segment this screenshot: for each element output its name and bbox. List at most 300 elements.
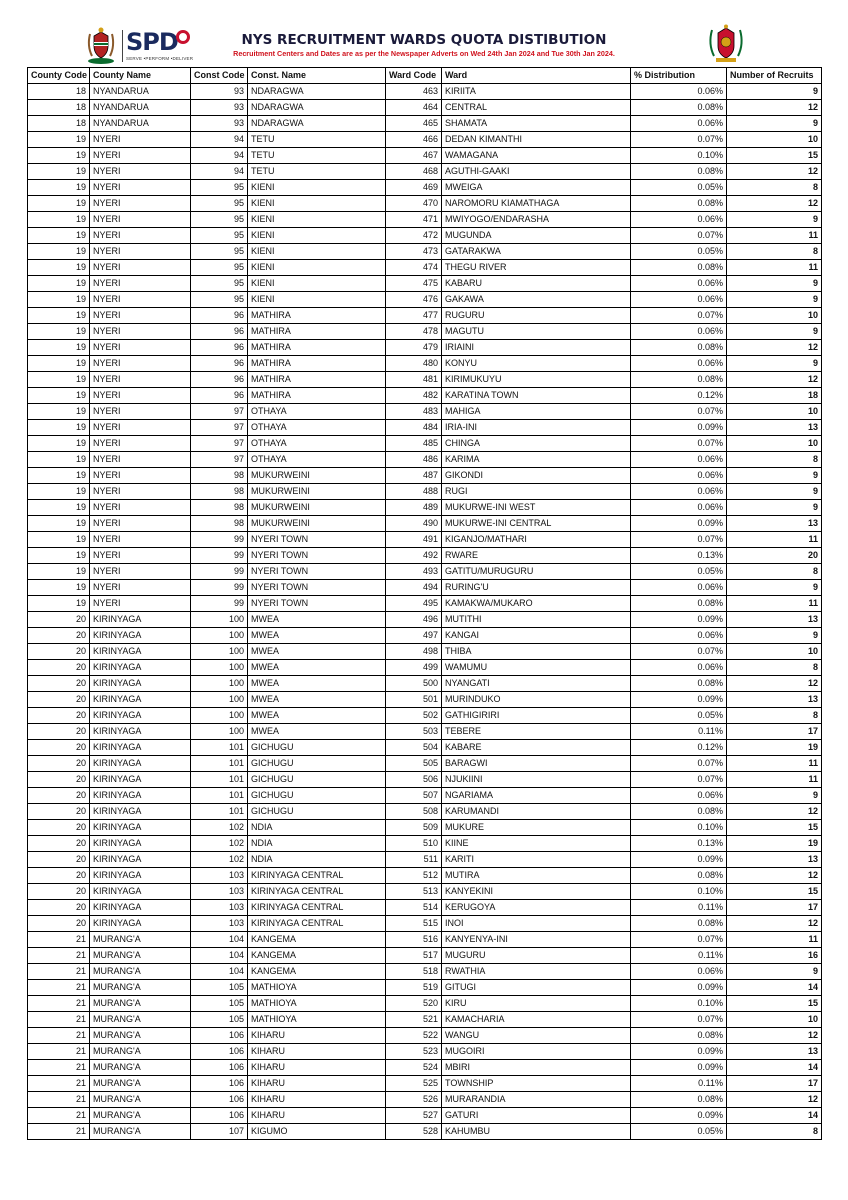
- table-row: [28, 692, 822, 708]
- cell-const-code: 95: [191, 228, 248, 244]
- cell-const-code: 100: [191, 644, 248, 660]
- cell-const-name: TETU: [248, 148, 386, 164]
- cell-number-of-recruits: 13: [727, 420, 822, 436]
- cell-percent-distribution: 0.10%: [631, 820, 727, 836]
- cell-percent-distribution: 0.08%: [631, 260, 727, 276]
- cell-number-of-recruits: 9: [727, 468, 822, 484]
- cell-ward-code: 471: [386, 212, 442, 228]
- cell-const-name: MWEA: [248, 612, 386, 628]
- table-row: [28, 628, 822, 644]
- cell-ward-name: KARIMA: [442, 452, 631, 468]
- cell-county-name: KIRINYAGA: [90, 820, 191, 836]
- cell-const-name: GICHUGU: [248, 804, 386, 820]
- cell-county-name: KIRINYAGA: [90, 644, 191, 660]
- cell-const-name: MUKURWEINI: [248, 500, 386, 516]
- cell-percent-distribution: 0.09%: [631, 1108, 727, 1124]
- cell-percent-distribution: 0.06%: [631, 628, 727, 644]
- table-row: [28, 1028, 822, 1044]
- cell-const-code: 99: [191, 548, 248, 564]
- cell-percent-distribution: 0.09%: [631, 1060, 727, 1076]
- cell-county-code: 19: [28, 548, 90, 564]
- table-row: [28, 596, 822, 612]
- cell-number-of-recruits: 19: [727, 836, 822, 852]
- cell-county-code: 20: [28, 772, 90, 788]
- table-row: [28, 404, 822, 420]
- cell-number-of-recruits: 9: [727, 84, 822, 100]
- cell-percent-distribution: 0.06%: [631, 356, 727, 372]
- cell-const-name: OTHAYA: [248, 404, 386, 420]
- cell-const-code: 95: [191, 292, 248, 308]
- cell-county-code: 19: [28, 356, 90, 372]
- cell-const-name: MUKURWEINI: [248, 468, 386, 484]
- table-row: [28, 980, 822, 996]
- cell-county-name: MURANG'A: [90, 1060, 191, 1076]
- cell-const-name: KIHARU: [248, 1092, 386, 1108]
- table-row: [28, 820, 822, 836]
- cell-county-name: NYERI: [90, 516, 191, 532]
- cell-county-name: NYERI: [90, 500, 191, 516]
- cell-county-name: KIRINYAGA: [90, 868, 191, 884]
- cell-ward-code: 474: [386, 260, 442, 276]
- cell-const-name: OTHAYA: [248, 452, 386, 468]
- cell-ward-name: WAMUMU: [442, 660, 631, 676]
- cell-ward-code: 481: [386, 372, 442, 388]
- cell-const-code: 98: [191, 516, 248, 532]
- cell-ward-code: 467: [386, 148, 442, 164]
- cell-county-code: 20: [28, 756, 90, 772]
- table-row: [28, 324, 822, 340]
- table-row: [28, 532, 822, 548]
- cell-ward-code: 501: [386, 692, 442, 708]
- cell-ward-code: 464: [386, 100, 442, 116]
- cell-const-name: NYERI TOWN: [248, 580, 386, 596]
- cell-county-code: 21: [28, 1076, 90, 1092]
- cell-ward-code: 506: [386, 772, 442, 788]
- cell-county-code: 19: [28, 260, 90, 276]
- cell-ward-code: 520: [386, 996, 442, 1012]
- table-row: [28, 548, 822, 564]
- cell-const-code: 103: [191, 900, 248, 916]
- cell-percent-distribution: 0.13%: [631, 836, 727, 852]
- cell-ward-name: RUGI: [442, 484, 631, 500]
- table-row: [28, 916, 822, 932]
- cell-ward-name: TEBERE: [442, 724, 631, 740]
- cell-percent-distribution: 0.06%: [631, 84, 727, 100]
- table-row: [28, 164, 822, 180]
- cell-county-code: 20: [28, 660, 90, 676]
- cell-const-code: 106: [191, 1108, 248, 1124]
- cell-const-name: GICHUGU: [248, 772, 386, 788]
- cell-const-code: 106: [191, 1028, 248, 1044]
- cell-const-code: 104: [191, 964, 248, 980]
- cell-county-code: 20: [28, 788, 90, 804]
- cell-county-code: 19: [28, 580, 90, 596]
- cell-const-code: 106: [191, 1044, 248, 1060]
- table-row: [28, 964, 822, 980]
- table-row: [28, 612, 822, 628]
- cell-number-of-recruits: 17: [727, 724, 822, 740]
- cell-ward-code: 484: [386, 420, 442, 436]
- cell-const-code: 100: [191, 708, 248, 724]
- cell-county-code: 19: [28, 468, 90, 484]
- table-row: [28, 740, 822, 756]
- cell-ward-code: 490: [386, 516, 442, 532]
- cell-number-of-recruits: 11: [727, 228, 822, 244]
- cell-number-of-recruits: 15: [727, 996, 822, 1012]
- cell-county-name: MURANG'A: [90, 1092, 191, 1108]
- cell-const-code: 105: [191, 996, 248, 1012]
- cell-ward-code: 528: [386, 1124, 442, 1140]
- table-row: [28, 836, 822, 852]
- cell-const-code: 96: [191, 340, 248, 356]
- cell-county-name: MURANG'A: [90, 1108, 191, 1124]
- cell-percent-distribution: 0.07%: [631, 132, 727, 148]
- cell-ward-code: 527: [386, 1108, 442, 1124]
- table-row: [28, 1092, 822, 1108]
- table-row: [28, 180, 822, 196]
- cell-const-name: MWEA: [248, 660, 386, 676]
- cell-ward-name: MUKURWE-INI CENTRAL: [442, 516, 631, 532]
- cell-const-name: MATHIOYA: [248, 980, 386, 996]
- cell-county-code: 21: [28, 1060, 90, 1076]
- cell-number-of-recruits: 9: [727, 324, 822, 340]
- cell-county-name: NYANDARUA: [90, 116, 191, 132]
- cell-percent-distribution: 0.07%: [631, 228, 727, 244]
- cell-ward-name: KARITI: [442, 852, 631, 868]
- cell-percent-distribution: 0.12%: [631, 740, 727, 756]
- cell-percent-distribution: 0.09%: [631, 612, 727, 628]
- cell-number-of-recruits: 12: [727, 1092, 822, 1108]
- cell-ward-code: 472: [386, 228, 442, 244]
- cell-const-code: 94: [191, 164, 248, 180]
- cell-percent-distribution: 0.11%: [631, 724, 727, 740]
- cell-ward-name: KIRIITA: [442, 84, 631, 100]
- cell-const-code: 93: [191, 116, 248, 132]
- cell-const-name: GICHUGU: [248, 788, 386, 804]
- cell-const-code: 107: [191, 1124, 248, 1140]
- cell-ward-name: NAROMORU KIAMATHAGA: [442, 196, 631, 212]
- cell-number-of-recruits: 9: [727, 580, 822, 596]
- cell-percent-distribution: 0.06%: [631, 580, 727, 596]
- cell-const-code: 105: [191, 1012, 248, 1028]
- cell-county-code: 21: [28, 996, 90, 1012]
- cell-ward-name: NYANGATI: [442, 676, 631, 692]
- cell-const-code: 100: [191, 660, 248, 676]
- cell-const-name: MATHIRA: [248, 308, 386, 324]
- cell-const-code: 93: [191, 84, 248, 100]
- cell-percent-distribution: 0.12%: [631, 388, 727, 404]
- cell-number-of-recruits: 11: [727, 932, 822, 948]
- cell-number-of-recruits: 8: [727, 564, 822, 580]
- cell-const-name: MWEA: [248, 628, 386, 644]
- table-row: [28, 148, 822, 164]
- cell-ward-code: 500: [386, 676, 442, 692]
- cell-ward-code: 505: [386, 756, 442, 772]
- cell-ward-name: KAMACHARIA: [442, 1012, 631, 1028]
- cell-ward-name: MUKURWE-INI WEST: [442, 500, 631, 516]
- cell-ward-name: GATHIGIRIRI: [442, 708, 631, 724]
- cell-county-name: NYANDARUA: [90, 84, 191, 100]
- cell-county-name: NYERI: [90, 132, 191, 148]
- cell-percent-distribution: 0.10%: [631, 148, 727, 164]
- cell-ward-code: 519: [386, 980, 442, 996]
- cell-ward-code: 518: [386, 964, 442, 980]
- cell-county-name: MURANG'A: [90, 1124, 191, 1140]
- cell-ward-code: 489: [386, 500, 442, 516]
- cell-const-code: 95: [191, 260, 248, 276]
- cell-const-name: NYERI TOWN: [248, 564, 386, 580]
- table-row: [28, 420, 822, 436]
- cell-ward-name: KAHUMBU: [442, 1124, 631, 1140]
- cell-ward-code: 496: [386, 612, 442, 628]
- cell-number-of-recruits: 12: [727, 676, 822, 692]
- cell-ward-code: 499: [386, 660, 442, 676]
- cell-percent-distribution: 0.08%: [631, 804, 727, 820]
- cell-const-code: 98: [191, 484, 248, 500]
- cell-county-code: 19: [28, 308, 90, 324]
- cell-const-name: KIRINYAGA CENTRAL: [248, 900, 386, 916]
- cell-number-of-recruits: 12: [727, 372, 822, 388]
- table-row: [28, 500, 822, 516]
- cell-county-name: NYERI: [90, 596, 191, 612]
- column-header-ward-name: Ward: [442, 68, 631, 84]
- cell-ward-code: 524: [386, 1060, 442, 1076]
- cell-county-code: 21: [28, 1012, 90, 1028]
- cell-const-name: OTHAYA: [248, 420, 386, 436]
- cell-number-of-recruits: 16: [727, 948, 822, 964]
- cell-const-code: 96: [191, 324, 248, 340]
- cell-county-name: KIRINYAGA: [90, 804, 191, 820]
- cell-const-name: MATHIOYA: [248, 996, 386, 1012]
- cell-county-name: NYERI: [90, 196, 191, 212]
- cell-county-code: 20: [28, 676, 90, 692]
- table-row: [28, 484, 822, 500]
- cell-const-code: 97: [191, 436, 248, 452]
- cell-county-code: 20: [28, 836, 90, 852]
- table-row: [28, 884, 822, 900]
- cell-percent-distribution: 0.10%: [631, 996, 727, 1012]
- table-row: [28, 996, 822, 1012]
- cell-ward-code: 477: [386, 308, 442, 324]
- cell-ward-name: MAHIGA: [442, 404, 631, 420]
- table-row: [28, 932, 822, 948]
- cell-percent-distribution: 0.07%: [631, 436, 727, 452]
- cell-county-name: KIRINYAGA: [90, 692, 191, 708]
- cell-ward-code: 482: [386, 388, 442, 404]
- cell-county-code: 21: [28, 1044, 90, 1060]
- cell-const-name: NDIA: [248, 820, 386, 836]
- cell-const-name: KANGEMA: [248, 948, 386, 964]
- cell-const-code: 99: [191, 580, 248, 596]
- cell-county-name: MURANG'A: [90, 964, 191, 980]
- cell-county-name: KIRINYAGA: [90, 676, 191, 692]
- cell-county-name: KIRINYAGA: [90, 708, 191, 724]
- cell-ward-code: 521: [386, 1012, 442, 1028]
- table-row: [28, 644, 822, 660]
- cell-const-code: 98: [191, 500, 248, 516]
- cell-ward-code: 491: [386, 532, 442, 548]
- cell-number-of-recruits: 9: [727, 484, 822, 500]
- table-row: [28, 388, 822, 404]
- table-row: [28, 724, 822, 740]
- cell-number-of-recruits: 19: [727, 740, 822, 756]
- cell-county-name: KIRINYAGA: [90, 916, 191, 932]
- table-row: [28, 564, 822, 580]
- cell-percent-distribution: 0.06%: [631, 116, 727, 132]
- cell-county-name: KIRINYAGA: [90, 660, 191, 676]
- cell-ward-code: 469: [386, 180, 442, 196]
- table-row: [28, 580, 822, 596]
- cell-const-name: KIENI: [248, 180, 386, 196]
- cell-ward-code: 465: [386, 116, 442, 132]
- cell-percent-distribution: 0.07%: [631, 932, 727, 948]
- cell-number-of-recruits: 8: [727, 1124, 822, 1140]
- cell-const-name: KIGUMO: [248, 1124, 386, 1140]
- cell-county-code: 20: [28, 900, 90, 916]
- table-row: [28, 244, 822, 260]
- cell-county-code: 19: [28, 196, 90, 212]
- cell-percent-distribution: 0.08%: [631, 596, 727, 612]
- cell-county-code: 19: [28, 324, 90, 340]
- cell-county-code: 19: [28, 420, 90, 436]
- cell-percent-distribution: 0.07%: [631, 644, 727, 660]
- table-row: [28, 116, 822, 132]
- cell-county-name: NYERI: [90, 468, 191, 484]
- cell-const-name: KIENI: [248, 276, 386, 292]
- cell-const-code: 101: [191, 756, 248, 772]
- cell-const-name: KIRINYAGA CENTRAL: [248, 884, 386, 900]
- cell-const-code: 101: [191, 804, 248, 820]
- cell-const-code: 106: [191, 1060, 248, 1076]
- cell-percent-distribution: 0.08%: [631, 100, 727, 116]
- cell-number-of-recruits: 14: [727, 1108, 822, 1124]
- cell-percent-distribution: 0.11%: [631, 948, 727, 964]
- cell-county-code: 21: [28, 1108, 90, 1124]
- cell-county-code: 19: [28, 500, 90, 516]
- table-row: [28, 1108, 822, 1124]
- cell-ward-name: KANGAI: [442, 628, 631, 644]
- cell-ward-code: 480: [386, 356, 442, 372]
- cell-ward-name: RUGURU: [442, 308, 631, 324]
- cell-const-code: 95: [191, 276, 248, 292]
- cell-percent-distribution: 0.06%: [631, 468, 727, 484]
- table-row: [28, 84, 822, 100]
- cell-ward-code: 514: [386, 900, 442, 916]
- cell-percent-distribution: 0.06%: [631, 212, 727, 228]
- cell-county-name: MURANG'A: [90, 1076, 191, 1092]
- cell-county-code: 19: [28, 388, 90, 404]
- cell-const-name: MUKURWEINI: [248, 484, 386, 500]
- column-header-const-name: Const. Name: [248, 68, 386, 84]
- cell-ward-code: 475: [386, 276, 442, 292]
- table-row: [28, 340, 822, 356]
- cell-ward-code: 525: [386, 1076, 442, 1092]
- cell-ward-name: IRIA-INI: [442, 420, 631, 436]
- cell-county-code: 21: [28, 932, 90, 948]
- cell-ward-code: 509: [386, 820, 442, 836]
- cell-county-code: 18: [28, 84, 90, 100]
- cell-const-code: 101: [191, 772, 248, 788]
- cell-number-of-recruits: 11: [727, 532, 822, 548]
- cell-county-name: NYERI: [90, 420, 191, 436]
- table-row: [28, 868, 822, 884]
- cell-number-of-recruits: 11: [727, 756, 822, 772]
- cell-number-of-recruits: 9: [727, 500, 822, 516]
- cell-ward-name: KARATINA TOWN: [442, 388, 631, 404]
- cell-ward-name: MUGUNDA: [442, 228, 631, 244]
- cell-ward-code: 515: [386, 916, 442, 932]
- cell-percent-distribution: 0.09%: [631, 1044, 727, 1060]
- cell-number-of-recruits: 13: [727, 1044, 822, 1060]
- cell-const-code: 95: [191, 244, 248, 260]
- cell-const-name: TETU: [248, 132, 386, 148]
- cell-county-code: 19: [28, 564, 90, 580]
- cell-ward-name: KERUGOYA: [442, 900, 631, 916]
- cell-ward-name: GIKONDI: [442, 468, 631, 484]
- cell-number-of-recruits: 12: [727, 100, 822, 116]
- cell-ward-code: 492: [386, 548, 442, 564]
- cell-county-name: NYERI: [90, 452, 191, 468]
- cell-percent-distribution: 0.06%: [631, 484, 727, 500]
- cell-const-name: MATHIRA: [248, 372, 386, 388]
- cell-ward-code: 476: [386, 292, 442, 308]
- cell-ward-code: 485: [386, 436, 442, 452]
- cell-ward-name: CHINGA: [442, 436, 631, 452]
- cell-percent-distribution: 0.06%: [631, 788, 727, 804]
- cell-number-of-recruits: 10: [727, 644, 822, 660]
- cell-number-of-recruits: 12: [727, 164, 822, 180]
- cell-ward-name: KIINE: [442, 836, 631, 852]
- cell-percent-distribution: 0.11%: [631, 900, 727, 916]
- cell-const-code: 99: [191, 596, 248, 612]
- table-header-row: [28, 68, 822, 84]
- cell-county-code: 18: [28, 100, 90, 116]
- cell-number-of-recruits: 10: [727, 404, 822, 420]
- cell-percent-distribution: 0.07%: [631, 772, 727, 788]
- cell-ward-name: MUGURU: [442, 948, 631, 964]
- cell-ward-name: GATARAKWA: [442, 244, 631, 260]
- cell-number-of-recruits: 11: [727, 260, 822, 276]
- table-row: [28, 1060, 822, 1076]
- cell-number-of-recruits: 12: [727, 340, 822, 356]
- cell-county-code: 20: [28, 612, 90, 628]
- cell-ward-name: IRIAINI: [442, 340, 631, 356]
- cell-county-code: 19: [28, 484, 90, 500]
- cell-ward-code: 523: [386, 1044, 442, 1060]
- cell-county-name: KIRINYAGA: [90, 900, 191, 916]
- cell-number-of-recruits: 11: [727, 596, 822, 612]
- cell-const-name: MWEA: [248, 644, 386, 660]
- cell-county-code: 20: [28, 708, 90, 724]
- cell-number-of-recruits: 8: [727, 244, 822, 260]
- cell-number-of-recruits: 20: [727, 548, 822, 564]
- cell-number-of-recruits: 13: [727, 692, 822, 708]
- cell-county-code: 21: [28, 1092, 90, 1108]
- cell-county-code: 19: [28, 340, 90, 356]
- cell-county-code: 19: [28, 452, 90, 468]
- cell-ward-name: MUTIRA: [442, 868, 631, 884]
- cell-ward-code: 517: [386, 948, 442, 964]
- cell-const-name: NYERI TOWN: [248, 532, 386, 548]
- cell-county-code: 21: [28, 980, 90, 996]
- cell-const-code: 100: [191, 724, 248, 740]
- cell-percent-distribution: 0.06%: [631, 660, 727, 676]
- table-row: [28, 452, 822, 468]
- cell-county-code: 19: [28, 228, 90, 244]
- cell-county-code: 21: [28, 1124, 90, 1140]
- cell-const-name: KIENI: [248, 292, 386, 308]
- cell-const-name: TETU: [248, 164, 386, 180]
